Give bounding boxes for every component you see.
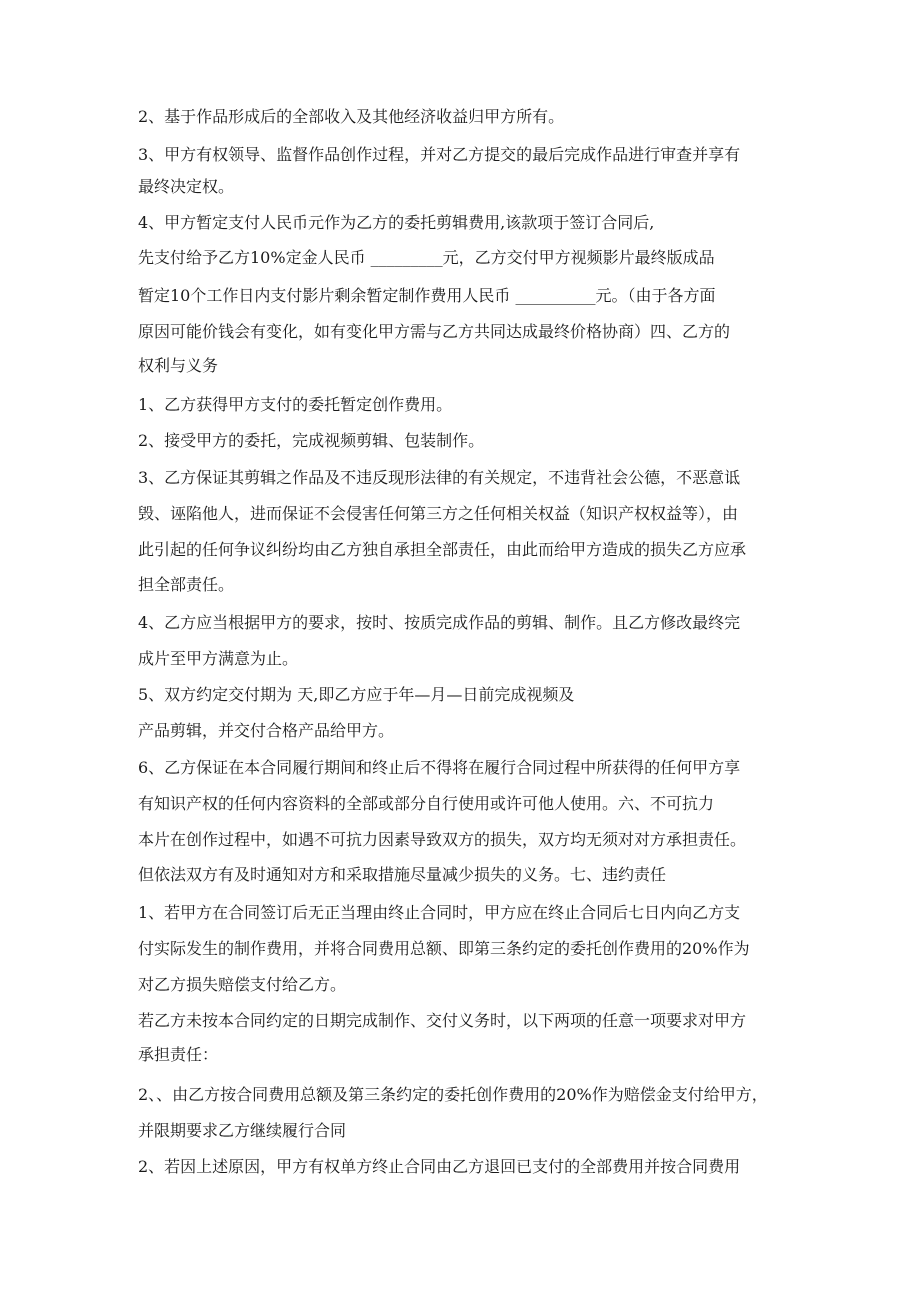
clause-line: 有知识产权的任何内容资料的全部或部分自行使用或许可他人使用。六、不可抗力 xyxy=(138,794,715,813)
clause-line: 1、乙方获得甲方支付的委托暂定创作费用。 xyxy=(138,395,453,414)
clause-line: 产品剪辑，并交付合格产品给甲方。 xyxy=(138,721,395,740)
section-heading: 权利与义务 xyxy=(138,356,219,375)
clause-line: 原因可能价钱会有变化，如有变化甲方需与乙方共同达成最终价格协商）四、乙方的 xyxy=(138,322,731,341)
clause-line: 先支付给予乙方10%定金人民币 _________元，乙方交付甲方视频影片最终版成品 xyxy=(138,248,715,267)
clause-line: 5、双方约定交付期为 天,即乙方应于年—月—日前完成视频及 xyxy=(138,685,575,704)
clause-line: 此引起的任何争议纠纷均由乙方独自承担全部责任，由此而给甲方造成的损失乙方应承 xyxy=(138,540,747,559)
clause-line: 若乙方未按本合同约定的日期完成制作、交付义务时，以下两项的任意一项要求对甲方 xyxy=(138,1011,747,1030)
clause-line: 对乙方损失赔偿支付给乙方。 xyxy=(138,975,347,994)
clause-line: 承担责任： xyxy=(138,1045,219,1064)
clause-line: 1、若甲方在合同签订后无正当理由终止合同时，甲方应在终止合同后七日内向乙方支 xyxy=(138,903,741,922)
clause-line: 成片至甲方满意为止。 xyxy=(138,649,299,668)
clause-line: 最终决定权。 xyxy=(138,177,235,196)
clause-line: 4、甲方暂定支付人民币元作为乙方的委托剪辑费用,该款项于签订合同后, xyxy=(138,213,655,232)
clause-line: 本片在创作过程中，如遇不可抗力因素导致双方的损失，双方均无须对对方承担责任。 xyxy=(138,830,747,849)
clause-line: 2、、由乙方按合同费用总额及第三条约定的委托创作费用的20%作为赔偿金支付给甲方， xyxy=(138,1085,768,1104)
clause-line: 但依法双方有及时通知对方和采取措施尽量减少损失的义务。七、违约责任 xyxy=(138,865,667,884)
clause-line: 6、乙方保证在本合同履行期间和终止后不得将在履行合同过程中所获得的任何甲方享 xyxy=(138,758,741,777)
clause-line: 3、乙方保证其剪辑之作品及不违反现形法律的有关规定，不违背社会公德，不恶意诋 xyxy=(138,468,741,487)
clause-line: 2、基于作品形成后的全部收入及其他经济收益归甲方所有。 xyxy=(138,107,565,126)
clause-line: 付实际发生的制作费用，并将合同费用总额、即第三条约定的委托创作费用的20%作为 xyxy=(138,939,750,958)
clause-line: 并限期要求乙方继续履行合同 xyxy=(138,1121,347,1140)
clause-line: 2、接受甲方的委托，完成视频剪辑、包装制作。 xyxy=(138,431,485,450)
clause-line: 暂定10个工作日内支付影片剩余暂定制作费用人民币 __________元。（由于各方面 xyxy=(138,286,716,305)
clause-line: 担全部责任。 xyxy=(138,575,235,594)
clause-line: 2、若因上述原因，甲方有权单方终止合同由乙方退回已支付的全部费用并按合同费用 xyxy=(138,1157,741,1176)
clause-line: 4、乙方应当根据甲方的要求，按时、按质完成作品的剪辑、制作。且乙方修改最终完 xyxy=(138,613,741,632)
clause-line: 3、甲方有权领导、监督作品创作过程，并对乙方提交的最后完成作品进行审查并享有 xyxy=(138,145,741,164)
clause-line: 毁、诬陷他人，进而保证不会侵害任何第三方之任何相关权益（知识产权权益等），由 xyxy=(138,504,739,523)
